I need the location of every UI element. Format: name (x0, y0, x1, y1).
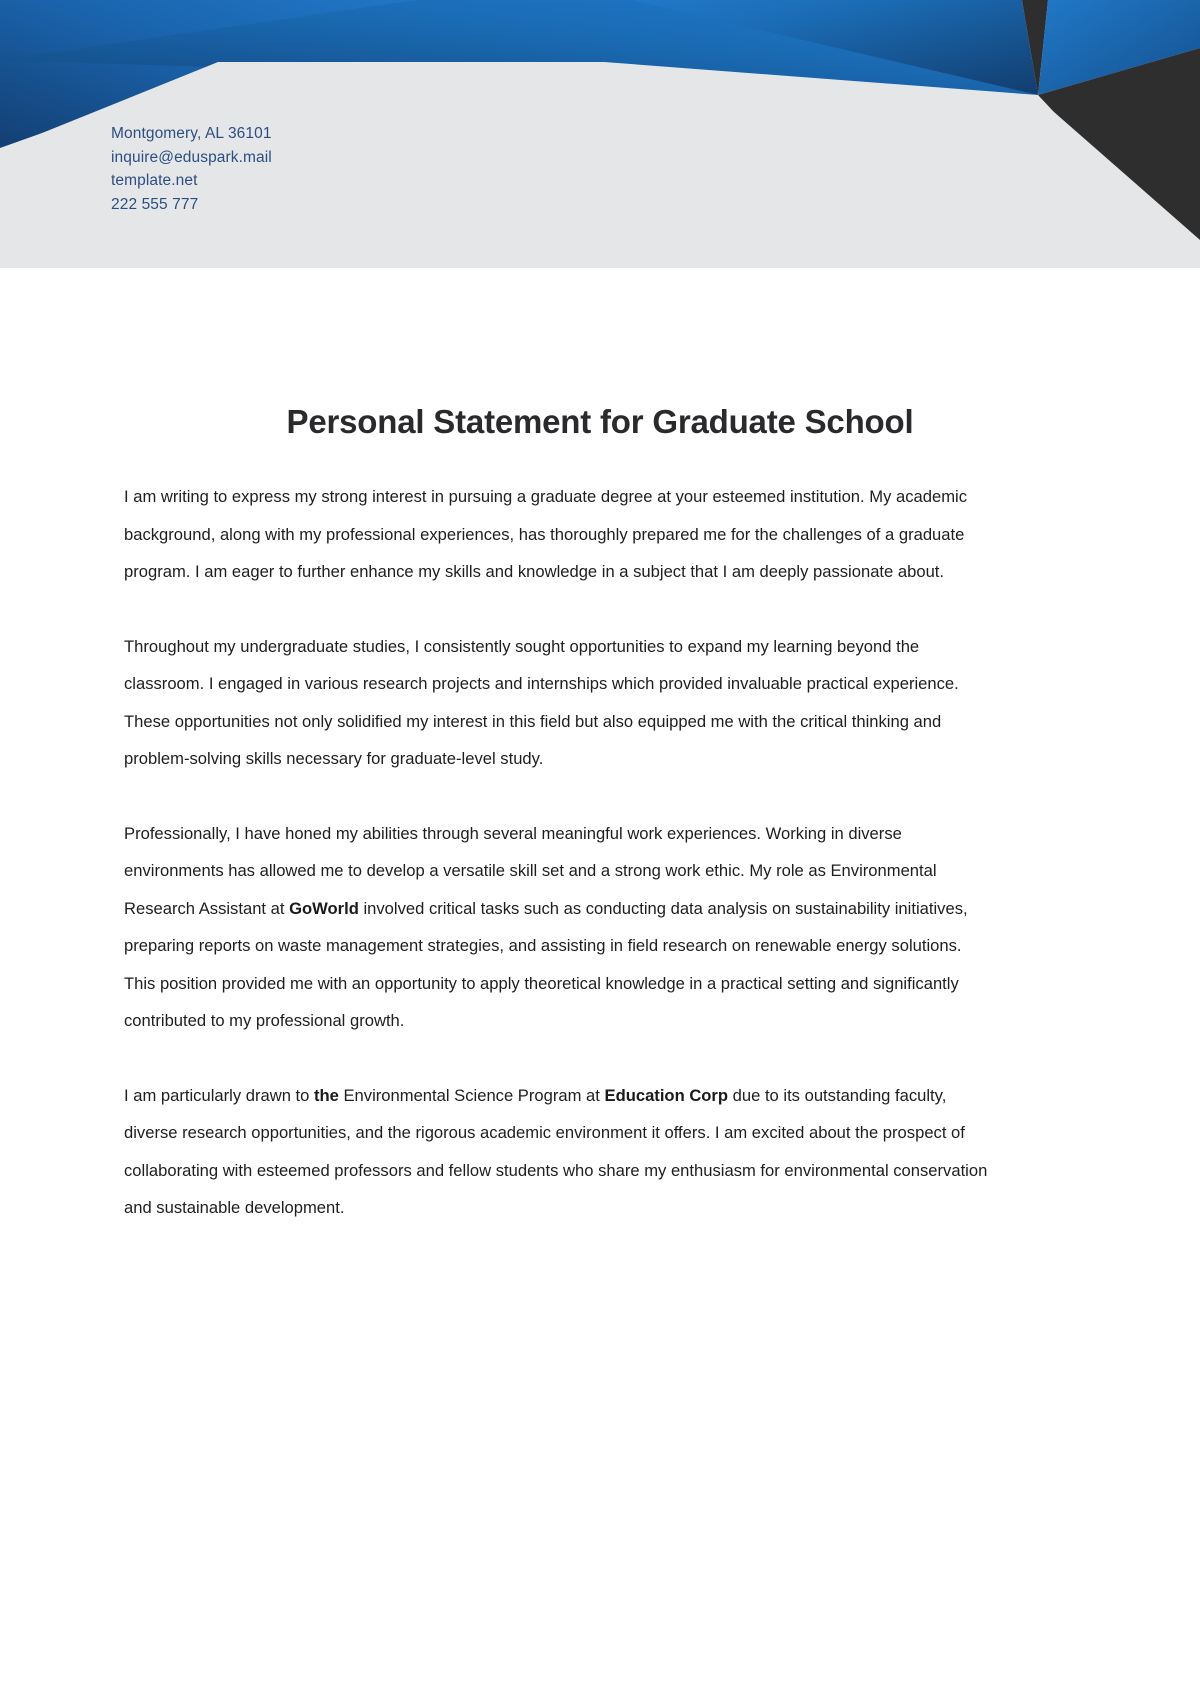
contact-address: Montgomery, AL 36101 (111, 125, 272, 142)
body-text: involved critical tasks such as conducting data analysis on sustainability initiatives, preparing reports on waste management strategies, and assisting in field research on renewable energy solutions. This position provided me with an opportunity to apply theoretical knowledge in a practical setting and significantly contributed to my professional growth. (124, 898, 968, 1030)
body-text: Environmental Science Program at (338, 1085, 605, 1105)
body-text: I am particularly drawn to (124, 1085, 314, 1105)
contact-phone: 222 555 777 (111, 195, 199, 213)
paragraph-professional (124, 815, 988, 1040)
contact-info-block (111, 122, 272, 216)
paragraph-intro (124, 478, 988, 591)
contact-email: inquire@eduspark.mail (111, 148, 272, 166)
paragraph-undergraduate (124, 628, 988, 778)
document-body (124, 478, 988, 1227)
emphasis-text: Education Corp (604, 1085, 729, 1105)
body-text: I am writing to express my strong interest in pursuing a graduate degree at your esteemed institution. My academic background, along with my professional experiences, has thoroughly prepared me for the challenges of a graduate program. I am eager to further enhance my skills and knowledge in a subject that I am deeply passionate about. (124, 487, 968, 581)
paragraph-program-interest (124, 1077, 988, 1227)
body-text: Professionally, I have honed my abilities through several meaningful work experiences. Working in diverse environments has allowed me to develop a versatile skill set and a strong work ethic. My role as Environmental Research Assistant at (124, 823, 937, 918)
emphasis-text: GoWorld (289, 898, 359, 918)
body-text: due to its outstanding faculty, diverse research opportunities, and the rigorous academic environment it offers. I am excited about the prospect of collaborating with esteemed professors and fellow students who share my enthusiasm for environmental conservation and sustainable development. (124, 1085, 988, 1217)
contact-website: template.net (111, 172, 198, 189)
body-text: Throughout my undergraduate studies, I consistently sought opportunities to expand my learning beyond the classroom. I engaged in various research projects and internships which provided invaluable practical experience. These opportunities not only solidified my interest in this field but also equipped me with the critical thinking and problem-solving skills necessary for graduate-level study. (124, 636, 959, 768)
page-title: Personal Statement for Graduate School (286, 403, 914, 441)
paragraph-host (124, 478, 988, 1227)
emphasis-text: the (313, 1085, 339, 1105)
